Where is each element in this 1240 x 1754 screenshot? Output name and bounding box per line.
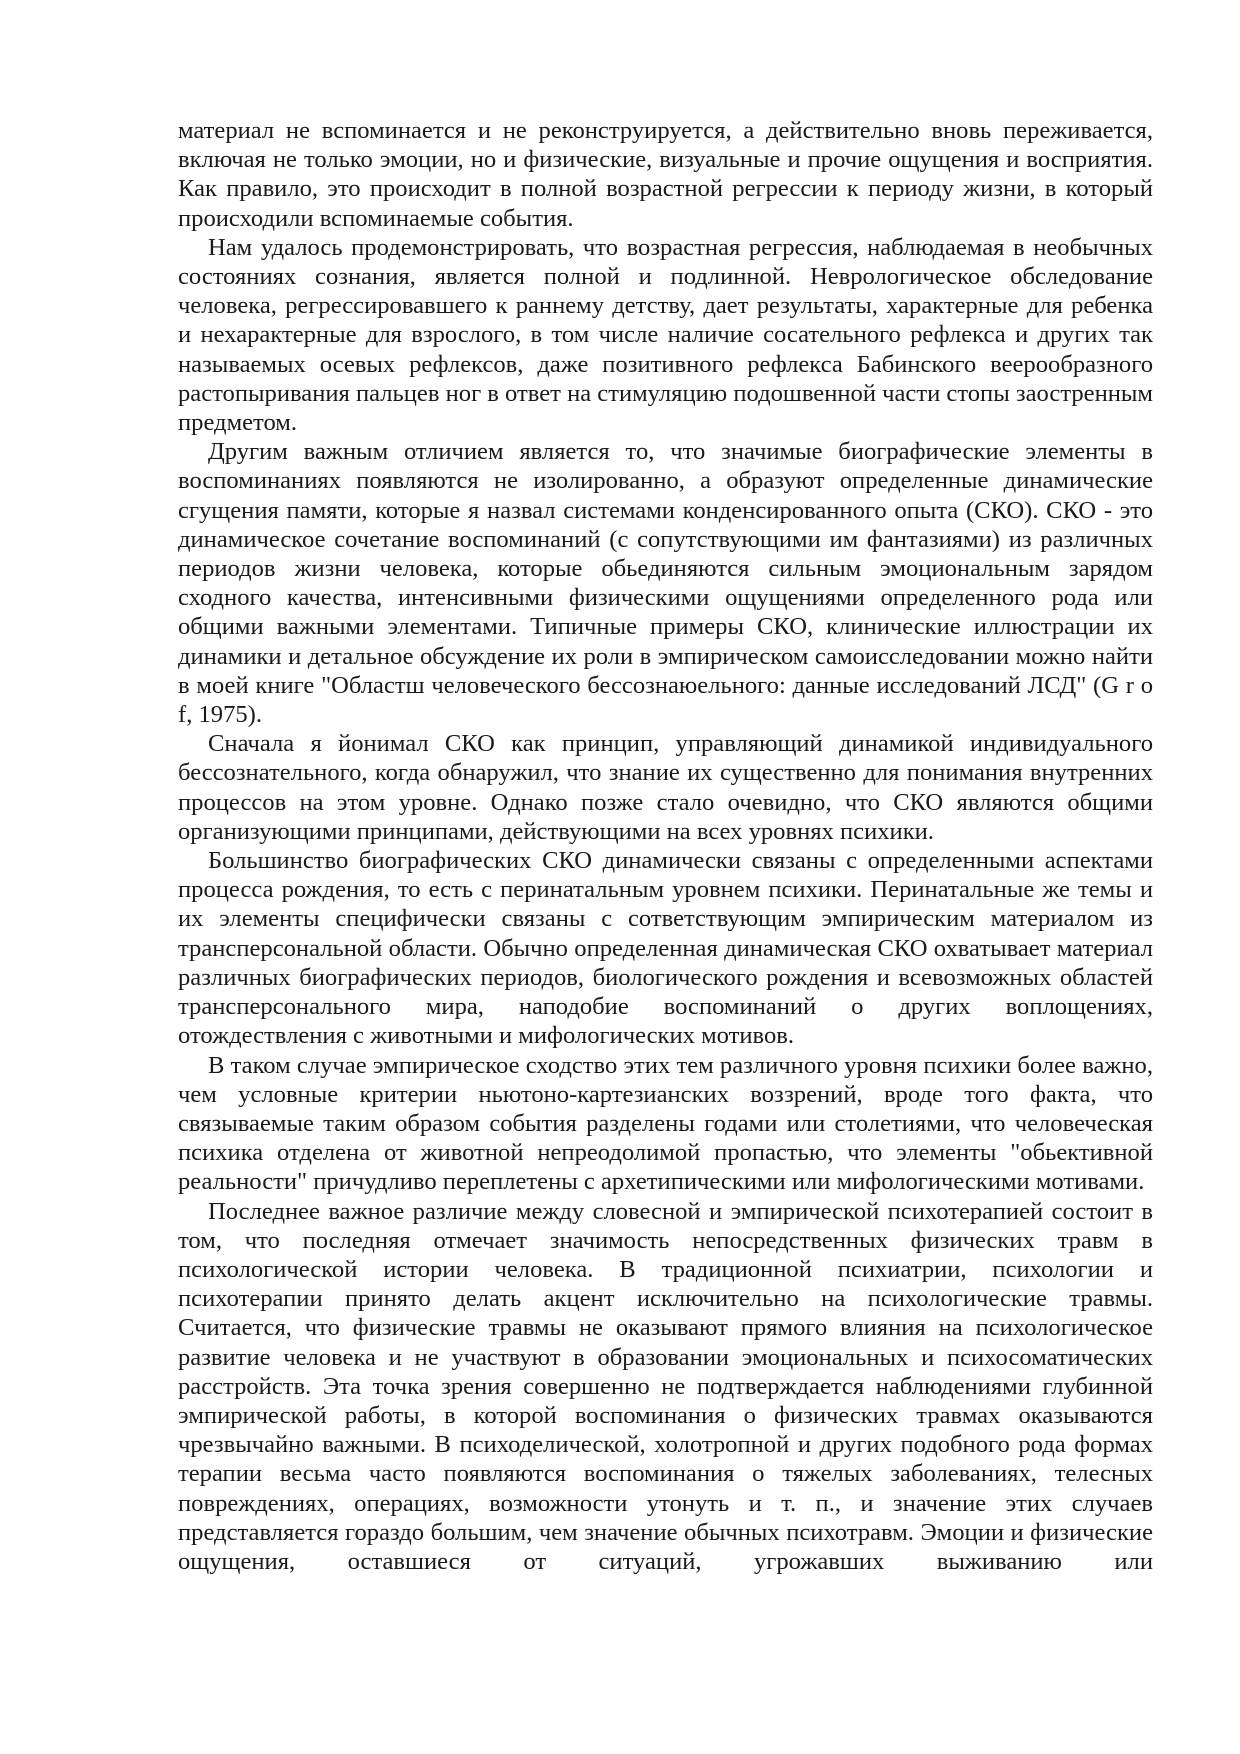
paragraph-4: Сначала я йонимал СКО как принцип, управляющий динамикой индивидуального бессознательного, когда обнаружил, что знание их существенно для понимания внутренних процессов на этом уровне. Однако позже стало очевидно, что СКО являются общими организующими принципами, действующими на всех уровнях психики. [178, 730, 1153, 845]
body-text [178, 116, 1153, 1576]
paragraph-6: В таком случае эмпирическое сходство этих тем различного уровня психики более важно, чем условные критерии ньютоно-картезианских воззрений, вроде того факта, что связываемые таким образом события разделены годами или столетиями, что человеческая психика отделена от животной непреодолимой пропастью, что элементы "обьективной реальности" причудливо переплетены с архетипическими или мифологическими мотивами. [178, 1051, 1153, 1196]
paragraph-1: материал не вспоминается и не реконструируется, а действительно вновь переживается, включая не только эмоции, но и физические, визуальные и прочие ощущения и восприятия. Как правило, это происходит в полной возрастной регрессии к периоду жизни, в который происходили вспоминаемые события. [178, 117, 1153, 232]
paragraph-5: Большинство биографических СКО динамически связаны с определенными аспектами процесса рождения, то есть с перинатальным уровнем психики. Перинатальные же темы и их элементы специфически связаны с сответствующим эмпирическим материалом из трансперсональной области. Обычно определенная динамическая СКО охватывает материал различных биографических периодов, биологического рождения и всевозможных областей трансперсонального мира, наподобие воспоминаний о других воплощениях, отождествления с животными и мифологических мотивов. [178, 847, 1153, 1050]
paragraph-3: Другим важным отличием является то, что значимые биографические элементы в воспоминаниях появляются не изолированно, а образуют определенные динамические сгущения памяти, которые я назвал системами конденсированного опыта (СКО). СКО - это динамическое сочетание воспоминаний (с сопутствующими им фантазиями) из различных периодов жизни человека, которые обьединяются сильным эмоциональным зарядом сходного качества, интенсивными физическими ощущениями определенного рода или общими важными элементами. Типичные примеры СКО, клинические иллюстрации их динамики и детальное обсуждение их роли в эмпирическом самоисследовании можно найти в моей книге "Областш человеческого бессознаюельного: данные исследований ЛСД" (G r o f, 1975). [178, 438, 1153, 729]
paragraph-2: Нам удалось продемонстрировать, что возрастная регрессия, наблюдаемая в необычных состояниях сознания, является полной и подлинной. Неврологическое обследование человека, регрессировавшего к раннему детству, дает результаты, характерные для ребенка и нехарактерные для взрослого, в том числе наличие сосательного рефлекса и других так называемых осевых рефлексов, даже позитивного рефлекса Бабинского веерообразного растопыривания пальцев ног в ответ на стимуляцию подошвенной части стопы заостренным предметом. [178, 233, 1153, 437]
paragraph-7: Последнее важное различие между словесной и эмпирической психотерапией состоит в том, что последняя отмечает значимость непосредственных физических травм в психологической истории человека. В традиционной психиатрии, психологии и психотерапии принято делать акцент исключительно на психологические травмы. Считается, что физические травмы не оказывают прямого влияния на психологическое развитие человека и не участвуют в образовании эмоциональных и психосоматических расстройств. Эта точка зрения совершенно не подтверждается наблюдениями глубинной эмпирической работы, в которой воспоминания о физических травмах оказываются чрезвычайно важными. В психоделической, холотропной и других подобного рода формах терапии весьма часто появляются воспоминания о тяжелых заболеваниях, телесных повреждениях, операциях, возможности утонуть и т. п., и значение этих случаев представляется гораздо большим, чем значение обычных психотравм. Эмоции и физические ощущения, оставшиеся от ситуаций, угрожавших выживанию или [178, 1197, 1153, 1575]
